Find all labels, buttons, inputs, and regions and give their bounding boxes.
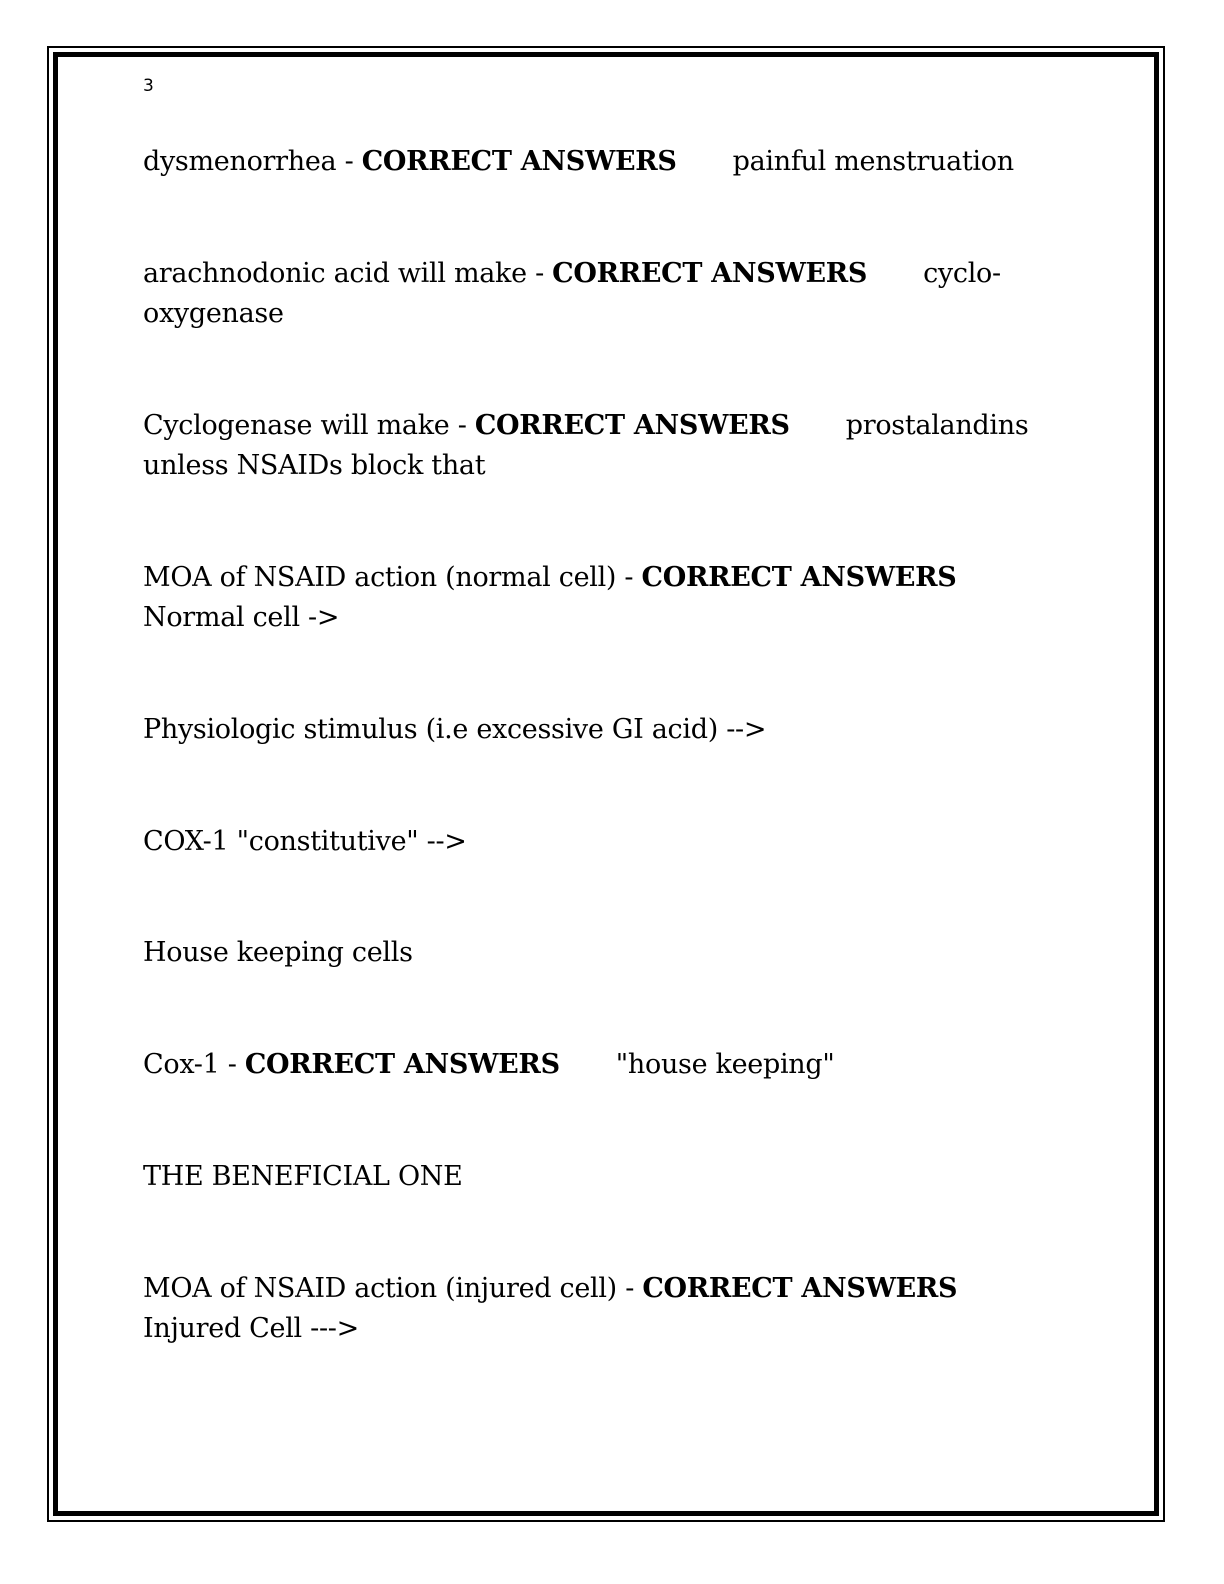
answer: "house keeping": [615, 1049, 835, 1080]
flashcard-entry: [143, 558, 1013, 638]
term: MOA of NSAID action (injured cell) -: [143, 1273, 643, 1304]
term: Cyclogenase will make -: [143, 410, 475, 441]
correct-answers-label: CORRECT ANSWERS: [474, 410, 790, 441]
entry-line: COX-1 "constitutive" -->: [143, 826, 467, 857]
flashcard-entry: [143, 822, 1013, 862]
flashcard-entry: [143, 710, 1013, 750]
answer: painful menstruation: [732, 146, 1014, 177]
entry-line: [143, 1269, 1013, 1309]
entry-line: [143, 142, 1013, 182]
term: dysmenorrhea -: [143, 146, 362, 177]
entry-line: [143, 406, 1029, 446]
entry-line: [143, 254, 1013, 294]
correct-answers-label: CORRECT ANSWERS: [244, 1049, 560, 1080]
answer: cyclo-: [923, 258, 1001, 289]
entry-line: [143, 1045, 1013, 1085]
entry-line: THE BENEFICIAL ONE: [143, 1161, 463, 1192]
correct-answers-label: CORRECT ANSWERS: [641, 562, 957, 593]
page-number: 3: [143, 76, 154, 96]
term: Cox-1 -: [143, 1049, 245, 1080]
flashcard-entry: [143, 1157, 1013, 1197]
flashcard-entry: [143, 142, 1013, 182]
flashcard-entry: [143, 254, 1013, 334]
correct-answers-label: CORRECT ANSWERS: [552, 258, 868, 289]
flashcard-entry: [143, 1269, 1013, 1349]
entry-line: [143, 558, 1013, 598]
term: arachnodonic acid will make -: [143, 258, 553, 289]
flashcard-entry: [143, 933, 1013, 973]
flashcard-entry: [143, 406, 1029, 486]
flashcard-entry: [143, 1045, 1013, 1085]
entry-continuation: Injured Cell --->: [143, 1313, 359, 1344]
entry-continuation: unless NSAIDs block that: [143, 450, 486, 481]
entry-continuation: oxygenase: [143, 298, 284, 329]
entry-line: House keeping cells: [143, 937, 413, 968]
term: MOA of NSAID action (normal cell) -: [143, 562, 642, 593]
entry-continuation: Normal cell ->: [143, 602, 340, 633]
entry-line: Physiologic stimulus (i.e excessive GI acid) -->: [143, 714, 767, 745]
correct-answers-label: CORRECT ANSWERS: [642, 1273, 958, 1304]
answer: prostalandins: [845, 410, 1029, 441]
correct-answers-label: CORRECT ANSWERS: [361, 146, 677, 177]
